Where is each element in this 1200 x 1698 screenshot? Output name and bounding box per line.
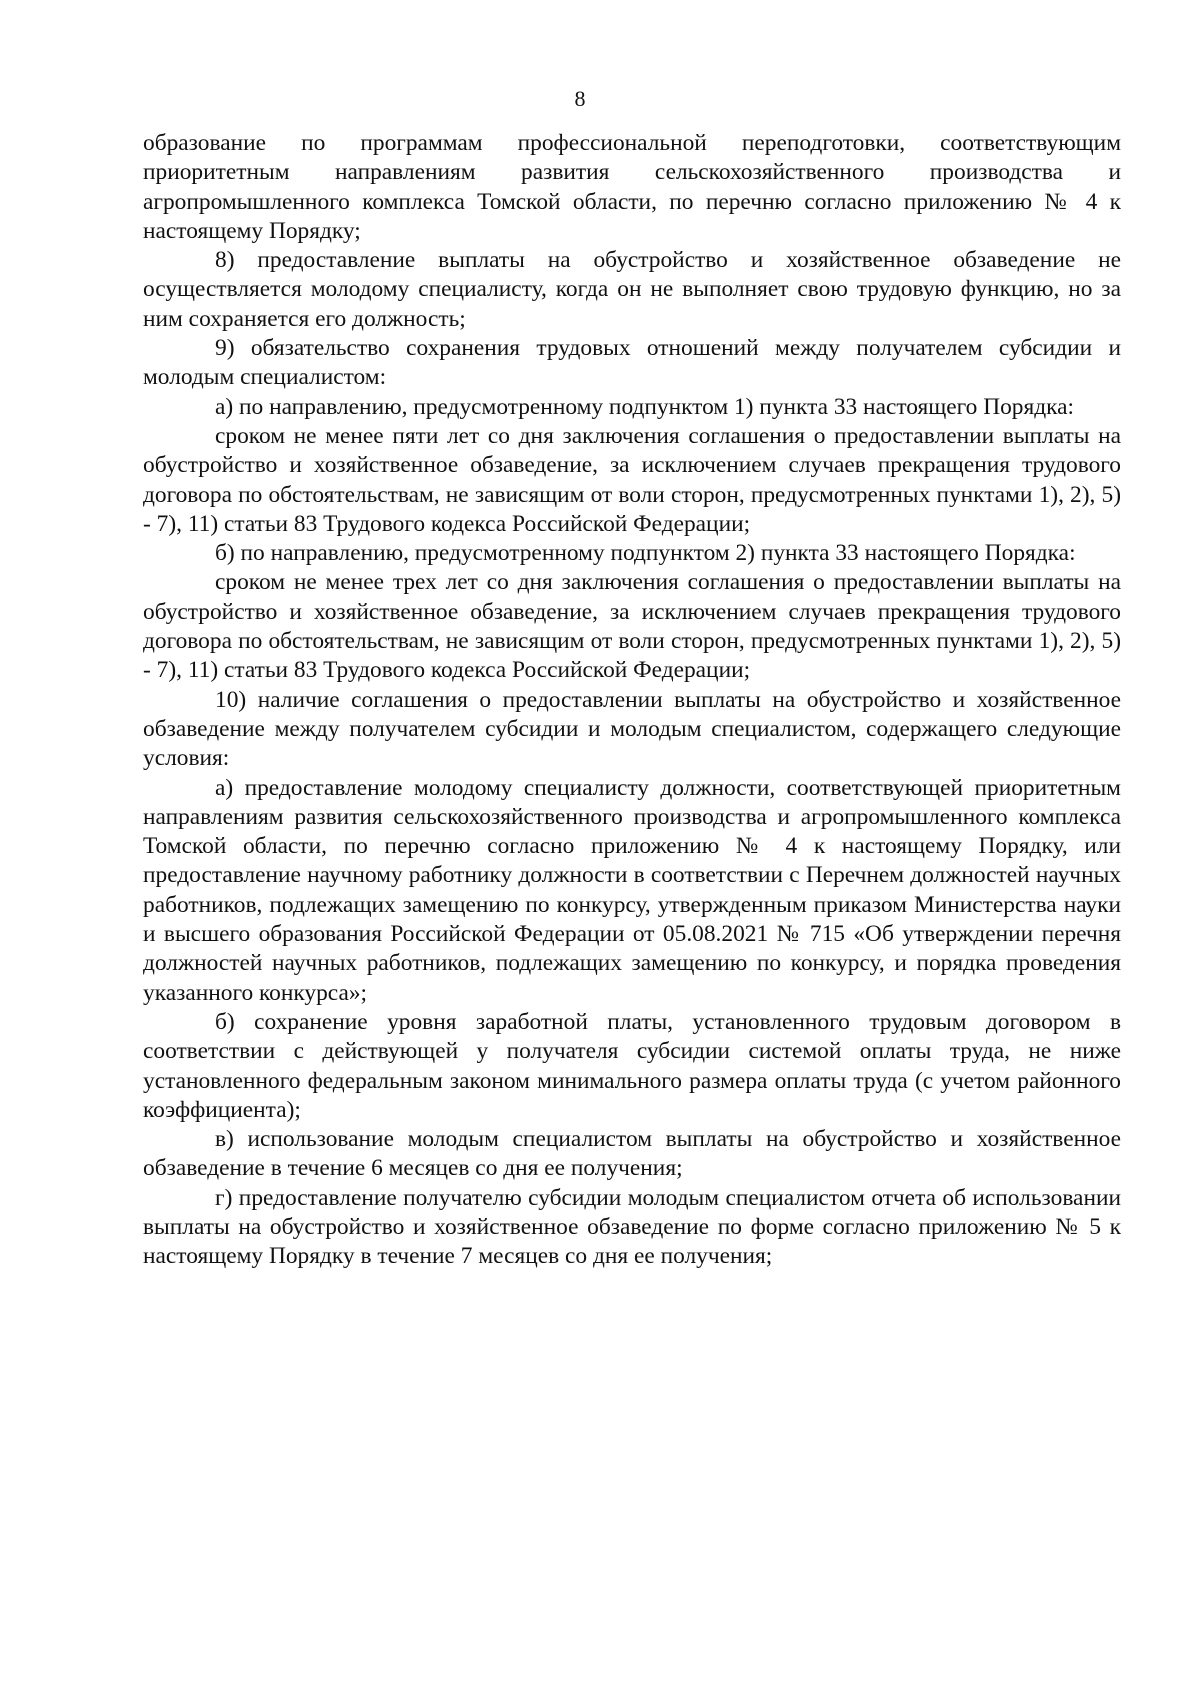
paragraph-item-10a: а) предоставление молодому специалисту должности, соответствующей приоритетным направлениям развития сельскохозяйственного производства и агропромышленного комплекса Томской области, по перечню согласно приложению № 4 к настоящему Порядку, или предоставление научному работнику должности в соответствии с Перечнем должностей научных работников, подлежащих замещению по конкурсу, утвержденным приказом Министерства науки и высшего образования Российской Федерации от 05.08.2021 № 715 «Об утверждении перечня должностей научных работников, подлежащих замещению по конкурсу, и порядка проведения указанного конкурса»; bbox=[143, 774, 1121, 1006]
document-body bbox=[143, 129, 1121, 1272]
paragraph-continuation: образование по программам профессиональной переподготовки, соответствующим приоритетным направлениям развития сельскохозяйственного производства и агропромышленного комплекса Томской области, по перечню согласно приложению № 4 к настоящему Порядку; bbox=[143, 130, 1121, 244]
paragraph-item-10v: в) использование молодым специалистом выплаты на обустройство и хозяйственное обзаведение в течение 6 месяцев со дня ее получения; bbox=[143, 1126, 1121, 1182]
paragraph-item-10: 10) наличие соглашения о предоставлении выплаты на обустройство и хозяйственное обзаведение между получателем субсидии и молодым специалистом, содержащего следующие условия: bbox=[143, 686, 1121, 772]
paragraph-item-9a: а) по направлению, предусмотренному подпунктом 1) пункта 33 настоящего Порядка: bbox=[215, 393, 1075, 420]
paragraph-item-10b: б) сохранение уровня заработной платы, установленного трудовым договором в соответствии с действующей у получателя субсидии системой оплаты труда, не ниже установленного федеральным законом минимального размера оплаты труда (с учетом районного коэффициента); bbox=[143, 1008, 1121, 1123]
paragraph-item-10g: г) предоставление получателю субсидии молодым специалистом отчета об использовании выплаты на обустройство и хозяйственное обзаведение по форме согласно приложению № 5 к настоящему Порядку в течение 7 месяцев со дня ее получения; bbox=[143, 1184, 1121, 1270]
paragraph-item-9: 9) обязательство сохранения трудовых отношений между получателем субсидии и молодым специалистом: bbox=[143, 335, 1121, 391]
paragraph-item-8: 8) предоставление выплаты на обустройство и хозяйственное обзаведение не осуществляется молодому специалисту, когда он не выполняет свою трудовую функцию, но за ним сохраняется его должность; bbox=[143, 247, 1121, 332]
paragraph-item-9b: б) по направлению, предусмотренному подпунктом 2) пункта 33 настоящего Порядка: bbox=[215, 540, 1076, 567]
page-number: 8 bbox=[574, 86, 586, 111]
paragraph-item-9b-term: сроком не менее трех лет со дня заключения соглашения о предоставлении выплаты на обустройство и хозяйственное обзаведение, за исключением случаев прекращения трудового договора по обстоятельствам, не зависящим от воли сторон, предусмотренных пунктами 1), 2), 5) - 7), 11) статьи 83 Трудового кодекса Российской Федерации; bbox=[143, 569, 1121, 684]
paragraph-item-9a-term: сроком не менее пяти лет со дня заключения соглашения о предоставлении выплаты на обустройство и хозяйственное обзаведение, за исключением случаев прекращения трудового договора по обстоятельствам, не зависящим от воли сторон, предусмотренных пунктами 1), 2), 5) - 7), 11) статьи 83 Трудового кодекса Российской Федерации; bbox=[143, 422, 1121, 537]
